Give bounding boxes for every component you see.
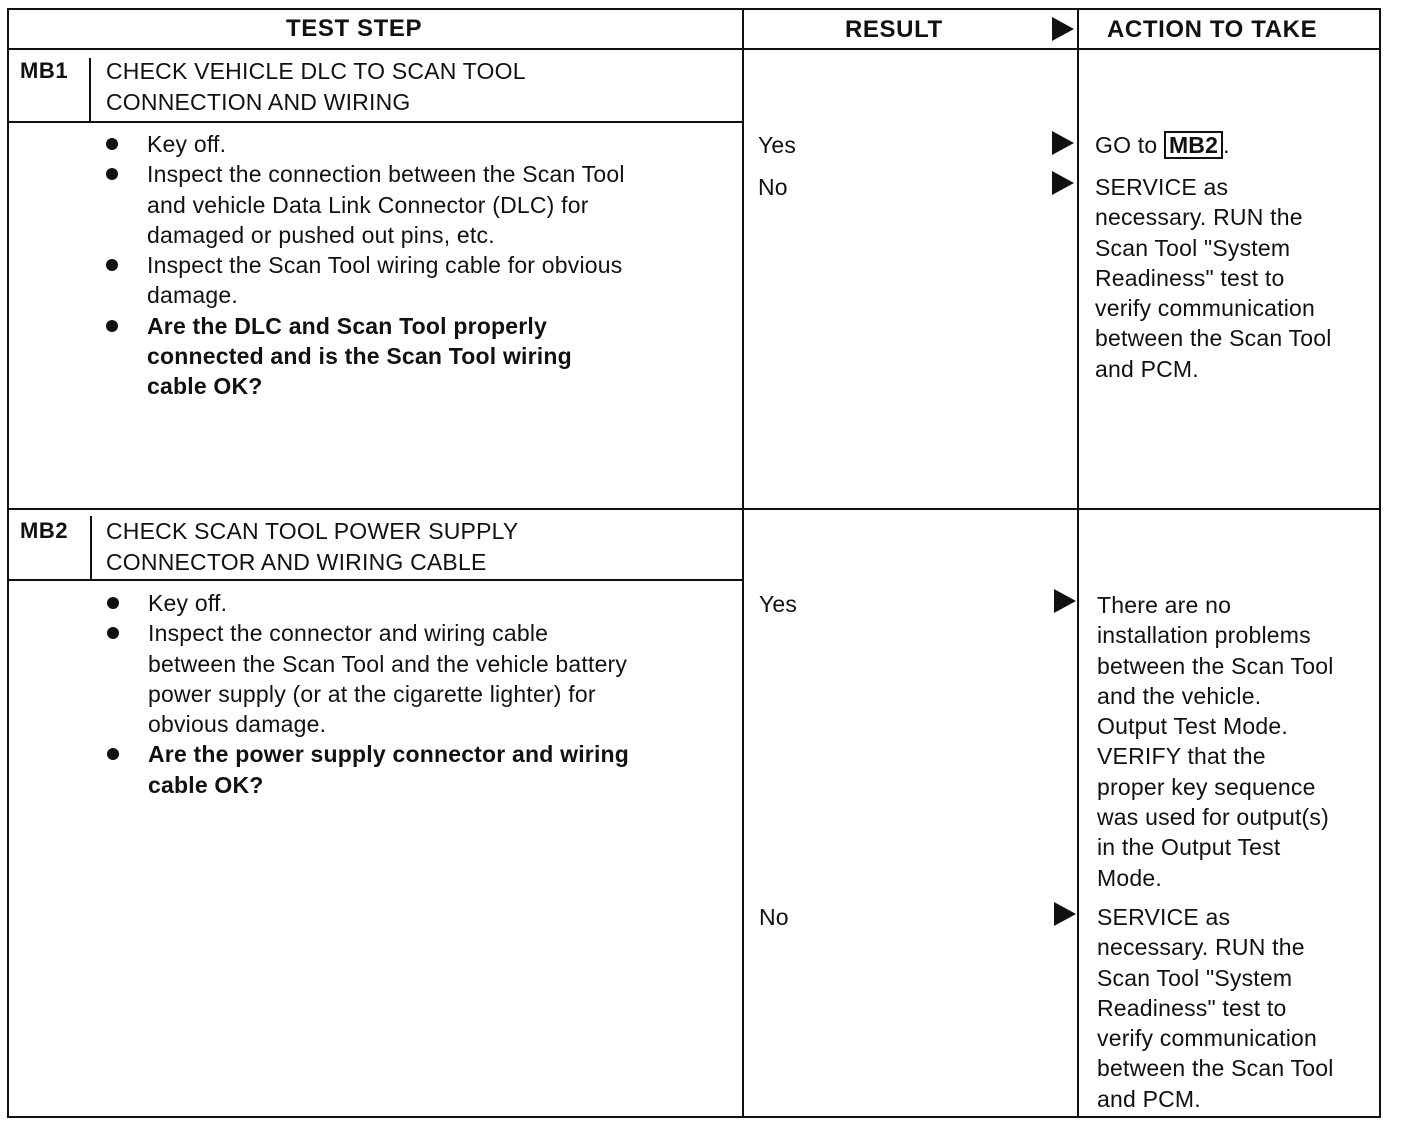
mb2-no-arrow-icon — [1054, 902, 1076, 926]
mb2-result-yes: Yes — [759, 591, 798, 617]
bullet-icon — [106, 168, 118, 180]
mb1-action-no: SERVICE as necessary. RUN the Scan Tool "System Readiness" test to verify communication between the Scan Tool and PCM. — [1095, 174, 1332, 382]
mb2-step-reference: MB2 — [1164, 131, 1223, 159]
mb2-action-yes: There are no installation problems between the Scan Tool and the vehicle. Output Test Mode. VERIFY that the proper key sequence was used for output(s) in the Output Test Mode. — [1097, 592, 1334, 891]
mb2-yes-arrow-icon — [1054, 589, 1076, 613]
bullet-icon — [107, 748, 119, 760]
table-top-border — [8, 8, 1380, 10]
action-column-divider — [1077, 8, 1079, 1118]
header-arrow-icon — [1052, 17, 1074, 41]
mb2-title-line1: CHECK SCAN TOOL POWER SUPPLY — [106, 518, 519, 544]
mb1-bullet-3: Inspect the Scan Tool wiring cable for obvious damage. — [147, 250, 625, 311]
mb2-id-divider — [90, 516, 92, 580]
mb2-action-no: SERVICE as necessary. RUN the Scan Tool "System Readiness" test to verify communication between the Scan Tool and PCM. — [1097, 904, 1334, 1112]
bullet-icon — [107, 597, 119, 609]
step-id-mb1: MB1 — [20, 58, 69, 83]
header-action-to-take: ACTION TO TAKE — [1107, 16, 1318, 43]
bullet-icon — [106, 138, 118, 150]
table-bottom-border — [8, 1116, 1381, 1118]
result-column-divider — [742, 8, 744, 1118]
bullet-icon — [106, 320, 118, 332]
mb1-result-no: No — [758, 174, 788, 200]
mb2-bullet-list — [148, 588, 629, 800]
mb1-title-bottom — [8, 121, 743, 123]
mb1-title-line2: CONNECTION AND WIRING — [106, 89, 411, 115]
mb1-question: Are the DLC and Scan Tool properly connected and is the Scan Tool wiring cable OK? — [147, 311, 625, 402]
mb1-bullet-2: Inspect the connection between the Scan Tool and vehicle Data Link Connector (DLC) for damaged or pushed out pins, etc. — [147, 159, 625, 250]
bullet-icon — [107, 627, 119, 639]
header-result: RESULT — [845, 16, 943, 43]
mb1-id-divider — [89, 58, 91, 122]
mb1-title-line1: CHECK VEHICLE DLC TO SCAN TOOL — [106, 58, 526, 84]
mb2-bullet-1: Key off. — [148, 588, 629, 618]
header-test-step: TEST STEP — [286, 15, 423, 42]
mb1-no-arrow-icon — [1052, 171, 1074, 195]
mb2-result-no: No — [759, 904, 789, 930]
mb1-bullet-list — [147, 129, 625, 402]
bullet-icon — [106, 259, 118, 271]
mb2-bullet-2: Inspect the connector and wiring cable between the Scan Tool and the vehicle battery power supply (or at the cigarette lighter) for obvious damage. — [148, 618, 629, 739]
table-left-border — [7, 8, 9, 1118]
mb1-action-yes: GO to MB2 . — [1095, 132, 1230, 158]
mb2-question: Are the power supply connector and wiring cable OK? — [148, 739, 629, 800]
header-bottom-border — [8, 48, 1380, 50]
mb1-yes-arrow-icon — [1052, 131, 1074, 155]
step-divider — [8, 508, 1381, 510]
mb1-result-yes: Yes — [758, 132, 797, 158]
table-right-border — [1379, 8, 1381, 1118]
step-id-mb2: MB2 — [20, 518, 69, 543]
mb1-bullet-1: Key off. — [147, 129, 625, 159]
mb2-title-bottom — [8, 579, 743, 581]
mb2-title-line2: CONNECTOR AND WIRING CABLE — [106, 549, 487, 575]
